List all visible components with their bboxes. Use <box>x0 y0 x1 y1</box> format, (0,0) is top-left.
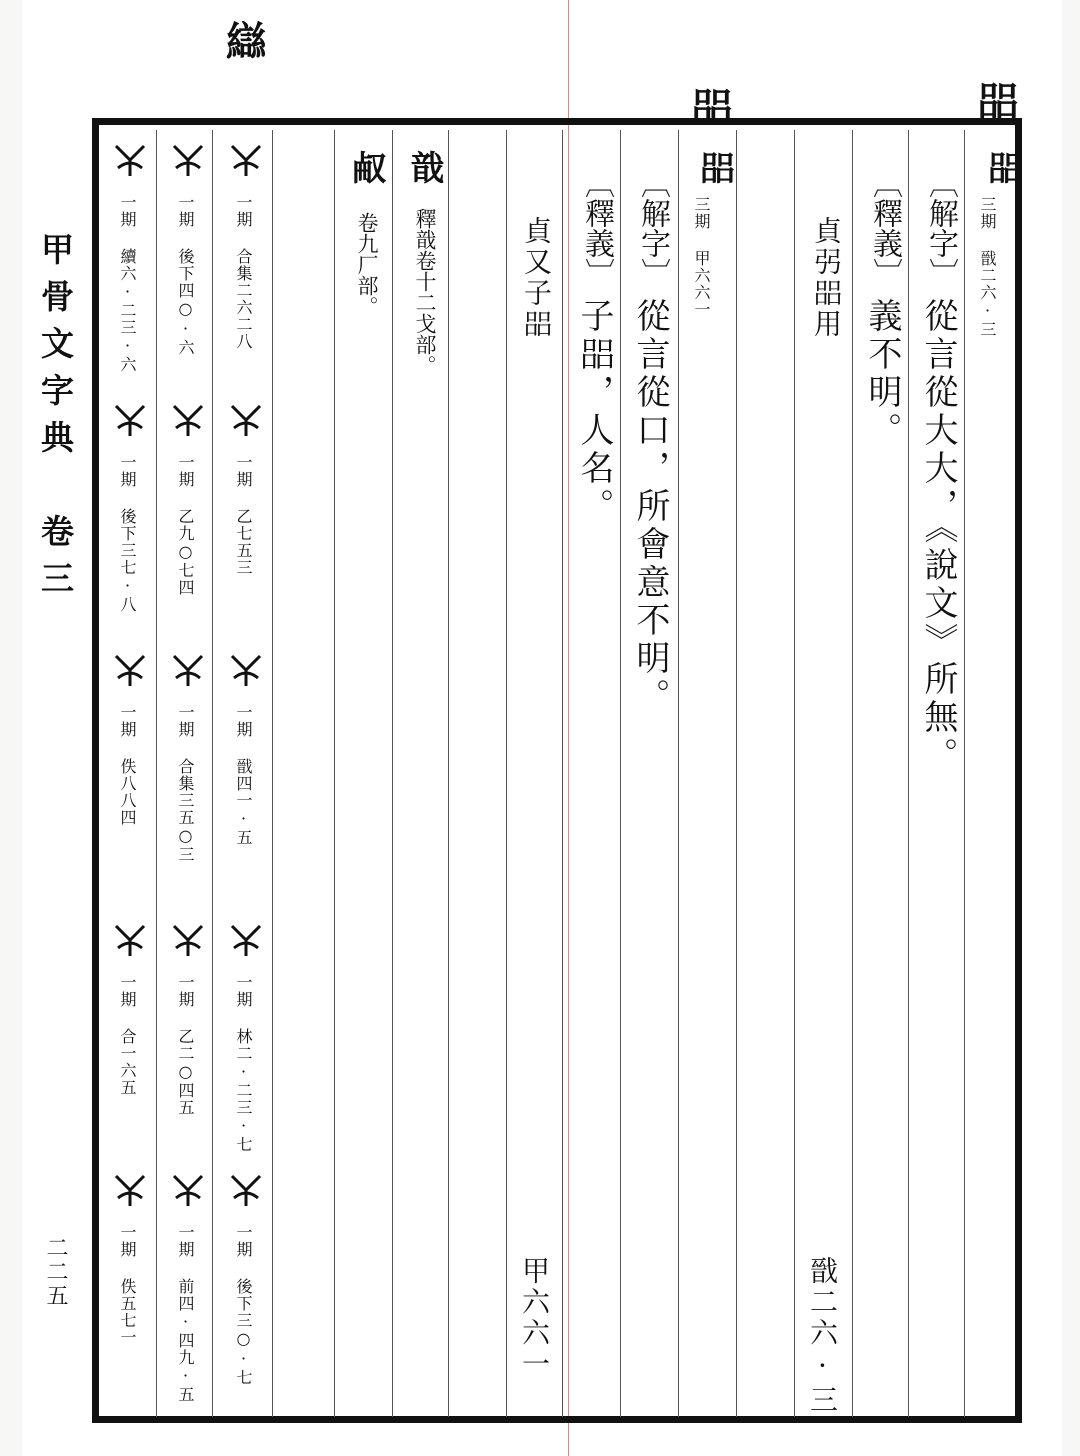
glyph-caption: 一期 乙九○七四 <box>176 454 195 596</box>
book-title: 甲骨文字典 卷三 <box>36 232 75 608</box>
crossref2-text: 卷九厂部。 <box>355 212 379 317</box>
oracle-glyph <box>218 140 274 188</box>
entry1-shiyi-label: 〔釋義〕 <box>867 168 902 288</box>
glyph-caption: 一期 乙二○四五 <box>176 974 195 1116</box>
oracle-glyph <box>160 650 216 698</box>
glyph-caption: 一期 合集二六二八 <box>234 194 253 350</box>
glyph-caption: 一期 後下四○·六 <box>176 194 195 356</box>
glyph-caption: 一期 續六·二三·六 <box>118 194 137 373</box>
glyph-caption: 一期 佚八八四 <box>118 704 137 826</box>
oracle-glyph <box>102 400 158 448</box>
glyph-caption: 一期 後下三○·七 <box>234 1224 253 1386</box>
oracle-glyph <box>102 920 158 968</box>
entry1-shiyi-text: 義不明。 <box>862 298 902 450</box>
column-rule <box>334 130 335 1417</box>
oracle-glyph <box>160 140 216 188</box>
page-number: 二二五 <box>43 1236 68 1308</box>
glyph-caption: 一期 後下三七·八 <box>118 454 137 613</box>
glyph-caption: 一期 乙七五三 <box>234 454 253 576</box>
column-rule <box>620 130 621 1417</box>
oracle-glyph <box>102 1170 158 1218</box>
glyph-caption: 一期 合一六五 <box>118 974 137 1096</box>
column-rule <box>736 130 737 1417</box>
entry1-jiezi-label: 〔解字〕 <box>923 168 958 288</box>
glyph-caption: 一期 佚五七一 <box>118 1224 137 1346</box>
crossref1-char: 戠 <box>404 150 444 184</box>
column-rule <box>562 130 563 1417</box>
head-char-right: 㗊 <box>978 78 1018 125</box>
oracle-glyph <box>218 1170 274 1218</box>
oracle-glyph <box>102 650 158 698</box>
entry2-shiyi-text: 子㗊，人名。 <box>574 298 614 526</box>
head-char-left: 䜌 <box>226 18 266 65</box>
crossref1-text: 釋戠卷十二戈部。 <box>413 208 437 376</box>
entry2-head-char: 㗊 <box>694 150 734 184</box>
oracle-glyph <box>160 1170 216 1218</box>
glyph-caption: 一期 合集三五○三 <box>176 704 195 863</box>
entry2-source: 三期 甲六六一 <box>692 196 711 318</box>
entry1-citation: 戩二六·三 <box>806 1256 839 1416</box>
oracle-glyph <box>102 140 158 188</box>
entry2-jiezi-text: 從言從口，所會意不明。 <box>630 298 670 716</box>
entry1-example: 貞弜㗊用 <box>810 216 843 340</box>
oracle-glyph <box>218 650 274 698</box>
column-rule <box>794 130 795 1417</box>
entry2-shiyi-label: 〔釋義〕 <box>579 168 614 288</box>
entry2-example: 貞又子㗊 <box>520 216 553 340</box>
column-rule <box>156 130 157 1417</box>
column-rule <box>392 130 393 1417</box>
column-rule <box>272 130 273 1417</box>
column-rule <box>212 130 213 1417</box>
entry2-citation: 甲六六一 <box>518 1256 551 1380</box>
oracle-glyph <box>218 400 274 448</box>
column-rule <box>678 130 679 1417</box>
entry1-jiezi-text: 從言從大大，《說文》所無。 <box>918 298 958 775</box>
crossref2-char: 㕟 <box>346 150 386 184</box>
column-rule <box>852 130 853 1417</box>
glyph-caption: 一期 林二·二三·七 <box>234 974 253 1153</box>
entry1-head-char: 㗊 <box>982 150 1022 184</box>
column-rule <box>908 130 909 1417</box>
glyph-caption: 一期 戩四一·五 <box>234 704 253 846</box>
glyph-caption: 一期 前四·四九·五 <box>176 1224 195 1403</box>
oracle-glyph <box>160 400 216 448</box>
column-rule <box>506 130 507 1417</box>
entry2-jiezi-label: 〔解字〕 <box>635 168 670 288</box>
column-rule <box>448 130 449 1417</box>
head-char-mid: 㗊 <box>692 84 732 131</box>
entry1-source: 三期 戩二六·三 <box>978 196 997 338</box>
oracle-glyph <box>218 920 274 968</box>
column-rule <box>964 130 965 1417</box>
oracle-glyph <box>160 920 216 968</box>
